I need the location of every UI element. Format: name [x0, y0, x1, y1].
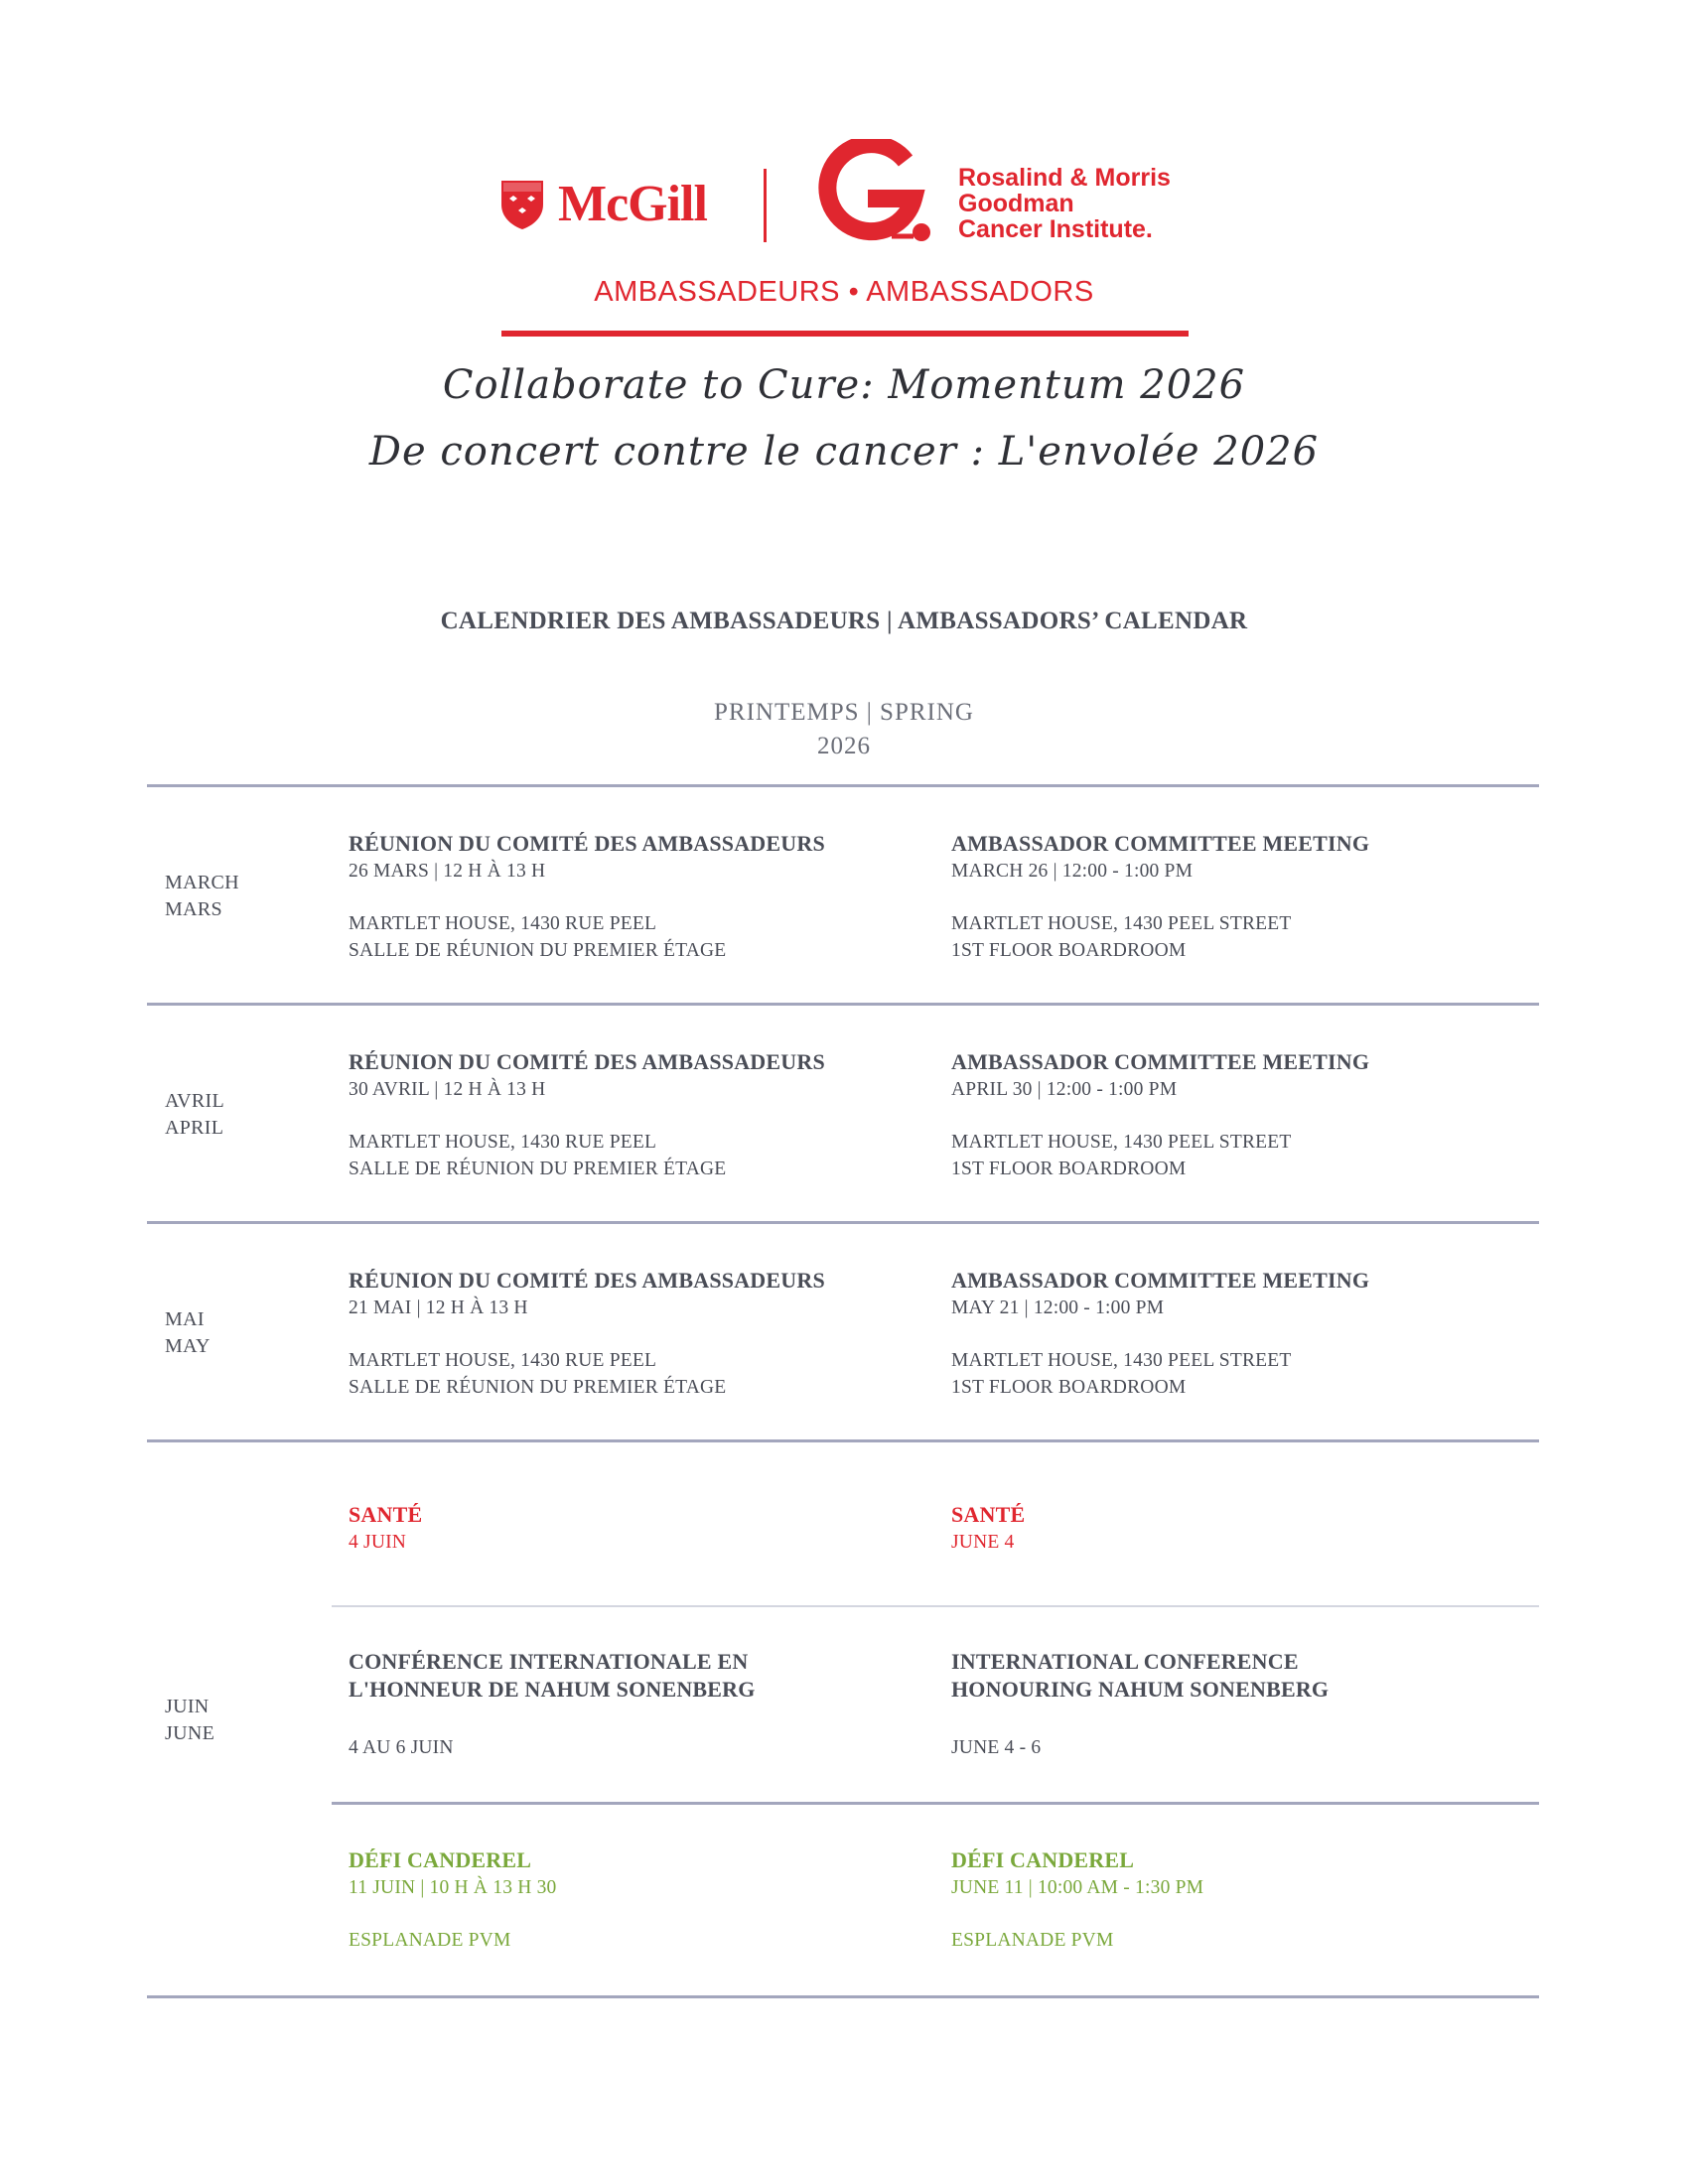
event-location: MARTLET HOUSE, 1430 PEEL STREET	[951, 1132, 1292, 1153]
event-location: MARTLET HOUSE, 1430 RUE PEEL	[349, 913, 657, 934]
institute-name	[958, 165, 1171, 242]
event-time: APRIL 30 | 12:00 - 1:00 PM	[951, 1079, 1178, 1100]
event-time: 21 MAI | 12 H À 13 H	[349, 1297, 528, 1318]
event-canderel-english	[951, 1846, 1527, 1954]
event-time: 11 JUIN | 10 H À 13 H 30	[349, 1877, 557, 1898]
program-name: AMBASSADEURS • AMBASSADORS	[594, 276, 1094, 308]
event-title-line: INTERNATIONAL CONFERENCE	[951, 1649, 1299, 1674]
sub-divider	[332, 1605, 1539, 1607]
institute-name-line: Rosalind & Morris	[958, 164, 1171, 192]
event-english	[951, 1048, 1527, 1182]
month-label-line: MARCH	[165, 872, 239, 893]
year-label: 2026	[817, 733, 871, 759]
table-divider	[147, 1995, 1539, 1998]
logo-divider	[764, 169, 767, 242]
event-date: 4 JUIN	[349, 1532, 407, 1553]
event-time: JUNE 11 | 10:00 AM - 1:30 PM	[951, 1877, 1204, 1898]
event-french	[349, 1267, 924, 1401]
month-label-line: JUNE	[165, 1722, 215, 1744]
event-english	[951, 830, 1527, 964]
sub-divider	[332, 1802, 1539, 1805]
event-french	[349, 1048, 924, 1182]
event-location: ESPLANADE PVM	[349, 1930, 511, 1951]
season-label: PRINTEMPS | SPRING	[714, 699, 974, 726]
logo-lockup	[0, 139, 1688, 248]
institute-name-line: Cancer Institute.	[958, 215, 1153, 243]
month-label-may	[165, 1306, 211, 1360]
event-location: MARTLET HOUSE, 1430 RUE PEEL	[349, 1132, 657, 1153]
table-divider	[147, 1003, 1539, 1006]
event-title: DÉFI CANDEREL	[951, 1847, 1135, 1872]
month-label-line: MAI	[165, 1308, 205, 1330]
event-date: JUNE 4	[951, 1532, 1015, 1553]
event-title: RÉUNION DU COMITÉ DES AMBASSADEURS	[349, 1268, 825, 1293]
event-conference-french	[349, 1648, 924, 1761]
event-room: 1ST FLOOR BOARDROOM	[951, 1159, 1187, 1179]
event-title-line: L'HONNEUR DE NAHUM SONENBERG	[349, 1677, 756, 1702]
table-divider	[147, 1221, 1539, 1224]
event-room: SALLE DE RÉUNION DU PREMIER ÉTAGE	[349, 1377, 727, 1398]
event-title: RÉUNION DU COMITÉ DES AMBASSADEURS	[349, 831, 825, 856]
event-title: RÉUNION DU COMITÉ DES AMBASSADEURS	[349, 1049, 825, 1074]
event-room: SALLE DE RÉUNION DU PREMIER ÉTAGE	[349, 940, 727, 961]
event-title-line: CONFÉRENCE INTERNATIONALE EN	[349, 1649, 749, 1674]
month-label-line: MARS	[165, 898, 222, 920]
event-location: MARTLET HOUSE, 1430 PEEL STREET	[951, 913, 1292, 934]
month-label-april	[165, 1088, 224, 1142]
table-divider	[147, 784, 1539, 787]
event-title: AMBASSADOR COMMITTEE MEETING	[951, 831, 1370, 856]
event-title-line: HONOURING NAHUM SONENBERG	[951, 1677, 1330, 1702]
mcgill-wordmark: McGill	[558, 176, 707, 232]
month-label-june	[165, 1694, 214, 1747]
mcgill-shield-icon	[499, 179, 545, 230]
event-title: DÉFI CANDEREL	[349, 1847, 532, 1872]
month-label-line: JUIN	[165, 1696, 210, 1717]
goodman-g-logo-icon	[806, 139, 945, 248]
event-title: AMBASSADOR COMMITTEE MEETING	[951, 1268, 1370, 1293]
month-label-line: MAY	[165, 1335, 211, 1357]
event-title: AMBASSADOR COMMITTEE MEETING	[951, 1049, 1370, 1074]
event-time: MARCH 26 | 12:00 - 1:00 PM	[951, 861, 1194, 882]
event-time: 26 MARS | 12 H À 13 H	[349, 861, 546, 882]
event-date: 4 AU 6 JUIN	[349, 1737, 454, 1758]
tagline-french: De concert contre le cancer : L'envolée 2026	[368, 429, 1320, 475]
event-room: 1ST FLOOR BOARDROOM	[951, 940, 1187, 961]
event-french	[349, 830, 924, 964]
event-title: SANTÉ	[951, 1502, 1026, 1527]
month-label-line: APRIL	[165, 1117, 224, 1139]
event-room: 1ST FLOOR BOARDROOM	[951, 1377, 1187, 1398]
event-conference-english	[951, 1648, 1527, 1761]
event-sante-english	[951, 1501, 1527, 1556]
event-canderel-french	[349, 1846, 924, 1954]
event-date: JUNE 4 - 6	[951, 1737, 1042, 1758]
event-title: SANTÉ	[349, 1502, 423, 1527]
month-label-march	[165, 870, 239, 923]
event-time: MAY 21 | 12:00 - 1:00 PM	[951, 1297, 1165, 1318]
tagline-english: Collaborate to Cure: Momentum 2026	[442, 362, 1246, 408]
month-label-line: AVRIL	[165, 1090, 225, 1112]
table-divider	[147, 1439, 1539, 1442]
event-location: MARTLET HOUSE, 1430 PEEL STREET	[951, 1350, 1292, 1371]
event-time: 30 AVRIL | 12 H À 13 H	[349, 1079, 546, 1100]
calendar-title: CALENDRIER DES AMBASSADEURS | AMBASSADORS’ CALENDAR	[440, 608, 1248, 634]
header-divider	[501, 331, 1189, 337]
event-location: MARTLET HOUSE, 1430 RUE PEEL	[349, 1350, 657, 1371]
institute-name-line: Goodman	[958, 190, 1074, 217]
event-english	[951, 1267, 1527, 1401]
event-location: ESPLANADE PVM	[951, 1930, 1114, 1951]
event-sante-french	[349, 1501, 924, 1556]
event-room: SALLE DE RÉUNION DU PREMIER ÉTAGE	[349, 1159, 727, 1179]
